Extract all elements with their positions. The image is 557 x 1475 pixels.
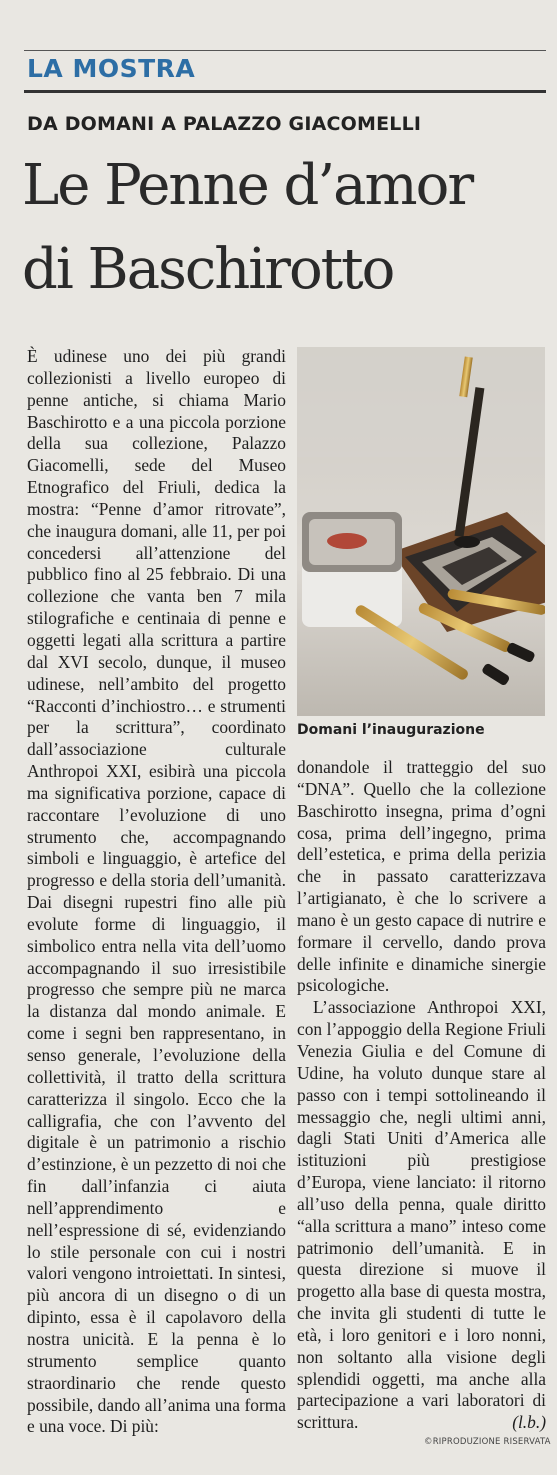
body-column-right xyxy=(297,757,546,1434)
section-label: LA MOSTRA xyxy=(27,54,196,83)
headline xyxy=(22,144,547,312)
kicker: DA DOMANI A PALAZZO GIACOMELLI xyxy=(27,113,422,135)
headline-line-2: di Baschirotto xyxy=(22,237,394,302)
copyright-notice: ©RIPRODUZIONE RISERVATA xyxy=(424,1437,551,1447)
body-paragraph-1: È udinese uno dei più grandi collezionisti a livello europeo di penne antiche, si chiama Mario Baschirotto e a una piccola porzione della sua collezione, Palazzo Giacomelli, sede del Museo Etnografico del Friuli, dedica la mostra: “Penne d’amor ritrovate”, che inaugura domani, alle 11, per poi concedersi all’attenzione del pubblico fino al 25 febbraio. Di una collezione che vanta ben 7 mila stilografiche e centinaia di penne e oggetti legati alla scrittura a partire dal XVI secolo, dunque, il museo udinese, nell’ambito del progetto “Racconti d’inchiostro… e strumenti per la scrittura”, coordinato dall’associazione culturale Anthropoi XXI, esibirà una piccola ma significativa porzione, capace di raccontare l’evoluzione di uno strumento che, accompagnando simboli e linguaggio, è artefice del progresso e della storia dell’umanità. Dai disegni rupestri fino alle più evolute forme di linguaggio, il simbolico entra nella vita dell’uomo accompagnando il suo irresistibile progresso che sempre più ne marca la distanza dal mondo animale. E come i segni ben rappresentano, in senso generale, l’evoluzione della collettività, il tratto della scrittura caratterizza il singolo. Ecco che la calligrafia, che con l’avvento del digitale è un patrimonio a rischio d’estinzione, è un pezzetto di noi che fin dall’infanzia ci aiuta nell’apprendimento e nell’espressione di sé, evidenziando lo stile personale con cui i nostri valori vengono introiettati. In sintesi, più ancora di un disegno o di un dipinto, essa è il capolavoro della nostra unicità. E la penna è lo strumento semplice quanto straordinario che rende questo possibile, dando all’anima una forma e una voce. Di più: xyxy=(27,346,286,1437)
body-paragraph-2: donandole il tratteggio del suo “DNA”. Quello che la collezione Baschirotto insegna, prima d’ogni cosa, prima dell’ingegno, prima dell’estetica, e prima della perizia che in passato caratterizzava l’artigianato, è che lo scrivere a mano è un gesto capace di nutrire e formare il cervello, dando prova delle infinite e dinamiche sinergie psicologiche. xyxy=(297,757,546,996)
article-photo xyxy=(297,347,545,716)
body-paragraph-3-text: L’associazione Anthropoi XXI, con l’appoggio della Regione Friuli Venezia Giulia e del Comune di Udine, ha voluto dunque stare al passo con i tempi sottolineando il messaggio che, negli ultimi anni, dagli Stati Uniti d’America alle istituzioni più prestigiose d’Europa, viene lanciato: il ritorno all’uso della penna, quale diritto “alla scrittura a mano” inteso come patrimonio dell’umanità. E in questa direzione si muove il progetto alla base di questa mostra, che invita gli studenti di tutte le età, i loro genitori e i loro nonni, non soltanto alla visione degli splendidi oggetti, ma anche alla partecipazione a vari laboratori di scrittura. xyxy=(297,997,546,1433)
headline-line-1: Le Penne d’amor xyxy=(22,153,473,218)
pens-photo-image xyxy=(297,347,545,716)
body-paragraph-3 xyxy=(297,997,546,1434)
body-column-left xyxy=(27,346,286,1438)
photo-caption: Domani l’inaugurazione xyxy=(297,722,485,738)
top-divider xyxy=(24,50,546,51)
author-signature: (l.b.) xyxy=(512,1412,546,1433)
section-rule xyxy=(24,90,546,93)
